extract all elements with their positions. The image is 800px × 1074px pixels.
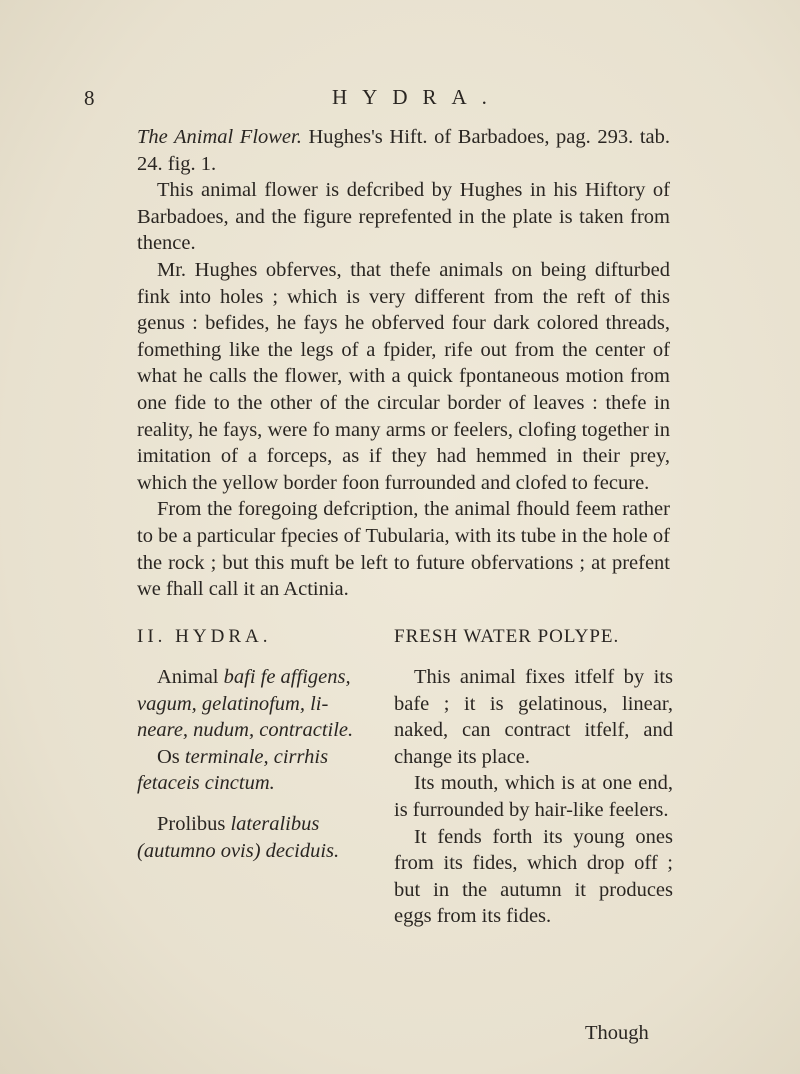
- reference-citation: Hughes's Hift. of Barbadoes, pag. 293. tab. 24. fig. 1.: [137, 126, 671, 175]
- latin-column: [137, 624, 367, 864]
- english-column: [394, 624, 673, 930]
- paragraph-conclusion: From the foregoing defcription, the animal fhould feem rather to be a particular fpecies of Tubularia, with its tube in the hole of the rock ; but this muft be left to future obfervations ; at prefent we fhall call it an Actinia.: [137, 498, 670, 601]
- latin-prolibus-text: lateralibus (autumno ovis) deciduis.: [137, 812, 340, 862]
- latin-prolibus-lead: Prolibus: [157, 812, 231, 835]
- english-young: It fends forth its young ones from its fides, which drop off ; but in the autumn it produces eggs from its fides.: [394, 825, 673, 928]
- reference-title: The Animal Flower.: [137, 126, 302, 148]
- main-text: [137, 124, 670, 603]
- english-mouth: Its mouth, which is at one end, is furrounded by hair-like feelers.: [394, 772, 673, 821]
- latin-prolibus: [137, 811, 367, 864]
- paragraph-observation: Mr. Hughes obferves, that thefe animals on being difturbed fink into holes ; which is very different from the reft of this genus : befides, he fays he obferved four dark colored threads, fomething like the legs of a fpider, rife out from the center of what he calls the flower, with a quick fpontaneous motion from one fide to the other of the circular border of leaves : thefe in reality, he fays, were fo many arms or feelers, clofing together in imitation of a forceps, as if they had hemmed in their prey, which the yellow border foon furrounded and clofed to fecure.: [137, 258, 670, 494]
- paragraph-description: This animal flower is defcribed by Hughes in his Hiftory of Barbadoes, and the figure reprefented in the plate is taken from thence.: [137, 179, 670, 255]
- running-head: HYDRA.: [332, 85, 502, 109]
- english-animal: This animal fixes itfelf by its bafe ; it is gelatinous, linear, naked, can contract itfelf, and change its place.: [394, 666, 673, 768]
- genus-heading: II. HYDRA.: [137, 626, 272, 647]
- page-number: 8: [84, 86, 95, 110]
- latin-animal-text: bafi fe affigens, vagum, gelatinofum, lineare, nudum, contractile.: [137, 666, 354, 742]
- latin-os-text: terminale, cirrhis fetaceis cinctum.: [137, 745, 329, 795]
- reference-line: [137, 124, 670, 177]
- catchword: Though: [585, 1022, 649, 1044]
- latin-animal: [137, 664, 367, 744]
- latin-os-lead: Os: [157, 745, 185, 768]
- latin-os: [137, 744, 367, 797]
- common-name-heading: FRESH WATER POLYPE.: [394, 626, 620, 647]
- latin-animal-lead: Animal: [157, 666, 224, 688]
